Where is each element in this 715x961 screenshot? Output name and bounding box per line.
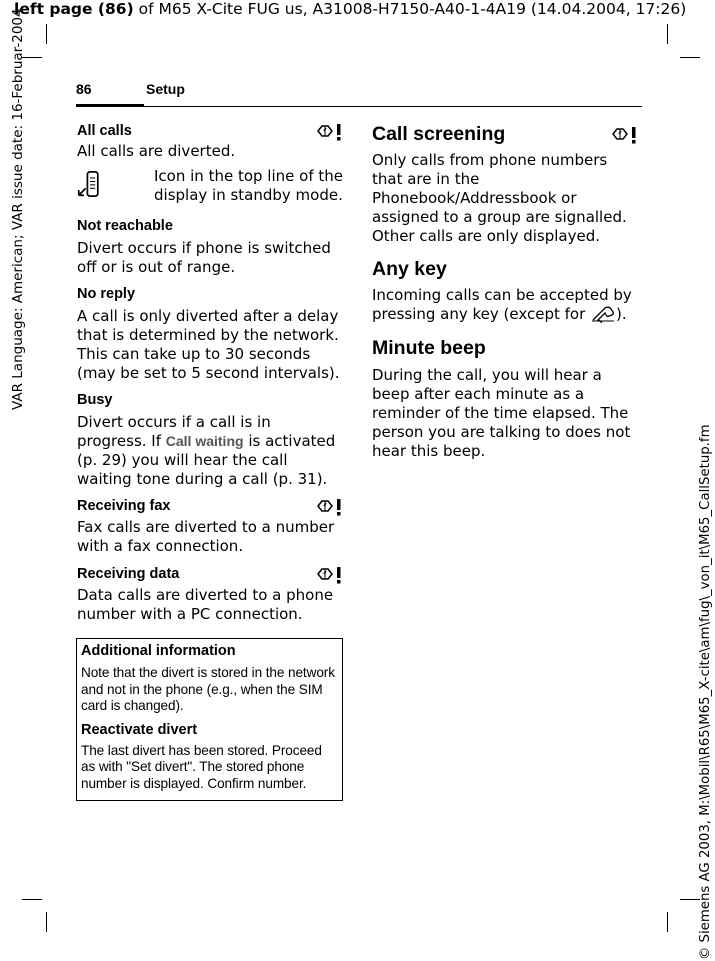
not-reachable-text: Divert occurs if phone is switched off or is out of range. (77, 239, 331, 276)
minute-beep-heading: Minute beep (372, 337, 486, 359)
busy-text: Divert occurs if a call is in progress. If Call waiting is activated (p. 29) you will hear the call waiting tone during a call (p. 31). (77, 413, 336, 488)
print-header-bold: left page (86) (14, 0, 134, 18)
right-column (372, 123, 638, 461)
crop-mark (680, 57, 700, 58)
receiving-fax-text: Fax calls are diverted to a number with a fax connection. (77, 518, 335, 555)
any-key-text: Incoming calls can be accepted by pressing any key (except for ). (372, 286, 632, 323)
additional-information-box (76, 638, 343, 801)
crop-mark (667, 912, 668, 932)
network-service-icon (315, 122, 343, 142)
call-screening-heading: Call screening (372, 123, 638, 146)
busy-heading: Busy (77, 392, 113, 408)
print-header-rest: of M65 X-Cite FUG us, A31008-H7150-A40-1-4A19 (14.04.2004, 17:26) (133, 0, 687, 18)
page-number: 86 (76, 81, 92, 97)
icon-note-row (77, 167, 343, 207)
crop-mark (46, 24, 47, 44)
crop-mark (22, 899, 42, 900)
network-service-icon (315, 565, 343, 585)
receiving-data-text: Data calls are diverted to a phone number with a PC connection. (77, 586, 334, 623)
call-waiting-link: Call waiting (165, 433, 244, 449)
receiving-fax-heading: Receiving fax (77, 498, 343, 514)
all-calls-text: All calls are diverted. (77, 142, 236, 160)
end-key-icon (590, 305, 616, 323)
no-reply-text: A call is only diverted after a delay that is determined by the network. This can take up to 30 seconds (may be set to 5 second intervals). (77, 307, 340, 382)
no-reply-heading: No reply (77, 286, 136, 302)
crop-mark (667, 24, 668, 44)
reactivate-divert-title: Reactivate divert (81, 721, 198, 738)
network-service-icon (610, 125, 638, 145)
additional-information-title: Additional information (81, 643, 236, 659)
side-note-right-text: © Siemens AG 2003, M:\Mobil\R65\M65_X-cite\am\fug\_von_it\M65_CallSetup.fm (698, 424, 713, 960)
header-rule (76, 106, 642, 107)
left-column (77, 123, 343, 624)
header-rule-accent (76, 104, 144, 107)
reactivate-divert-text: The last divert has been stored. Proceed as with "Set divert". The stored phone number is displayed. Confirm number. (81, 742, 322, 791)
network-service-icon (315, 497, 343, 517)
call-divert-icon (77, 169, 103, 199)
any-key-heading: Any key (372, 258, 447, 280)
not-reachable-heading: Not reachable (77, 218, 173, 234)
receiving-data-heading: Receiving data (77, 566, 343, 582)
print-header-line (14, 0, 715, 18)
side-note-left (10, 8, 30, 410)
icon-note-text: Icon in the top line of the display in standby mode. (154, 167, 343, 204)
call-screening-text: Only calls from phone numbers that are in the Phonebook/Addressbook or assigned to a group are signalled. Other calls are only displayed. (372, 151, 627, 245)
minute-beep-text: During the call, you will hear a beep after each minute as a reminder of the time elapsed. The person you are talking to does not hear this beep. (372, 366, 631, 460)
all-calls-heading: All calls (77, 123, 343, 139)
crop-mark (46, 912, 47, 932)
side-note-right (698, 424, 715, 960)
side-note-left-text: VAR Language: American; VAR issue date: 16-Februar-2004 (10, 8, 26, 410)
crop-mark (680, 899, 700, 900)
additional-information-text: Note that the divert is stored in the network and not in the phone (e.g., when the SIM card is changed). (81, 665, 335, 713)
page-section-title: Setup (146, 81, 185, 97)
